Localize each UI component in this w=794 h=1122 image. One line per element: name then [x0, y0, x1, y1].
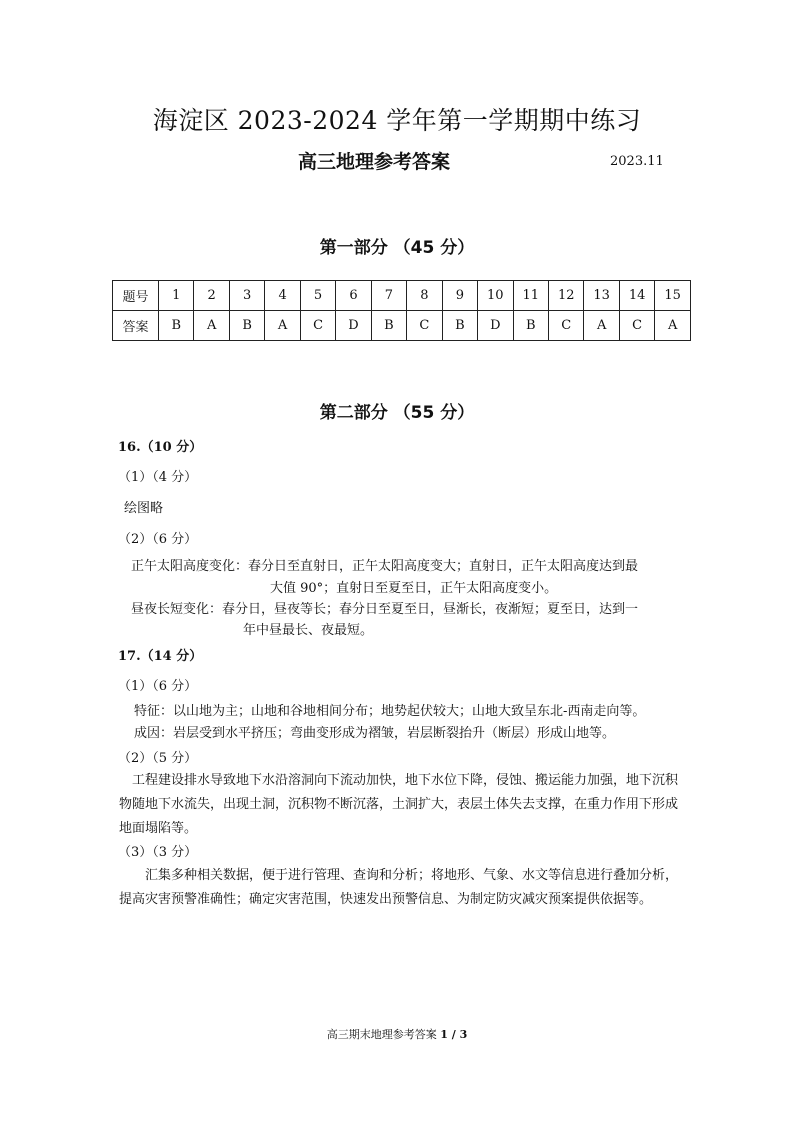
table-cell-answer: B	[513, 311, 548, 341]
part2-heading: 第二部分 （55 分）	[319, 403, 475, 423]
table-cell-answer: B	[159, 311, 194, 341]
table-cell-answer: D	[336, 311, 371, 341]
q17-part1-label: （1）（6 分）	[118, 679, 198, 694]
q16-part1-label: （1）（4 分）	[118, 470, 198, 485]
table-cell-number: 6	[336, 281, 371, 311]
q17-part3-label: （3）（3 分）	[118, 845, 198, 860]
row-label-number: 题号	[113, 281, 159, 311]
table-row-answers	[113, 311, 691, 341]
row-label-answer: 答案	[113, 311, 159, 341]
table-cell-number: 11	[513, 281, 548, 311]
table-row-numbers	[113, 281, 691, 311]
q17-part1-line: 特征：以山地为主；山地和谷地相间分布；地势起伏较大；山地大致呈东北-西南走向等。	[134, 704, 646, 719]
q16-heading: 16.（10 分）	[118, 440, 203, 455]
table-cell-number: 12	[548, 281, 583, 311]
table-cell-answer: C	[548, 311, 583, 341]
q16-part1-text: 绘图略	[124, 501, 164, 516]
table-cell-number: 5	[300, 281, 335, 311]
table-cell-answer: B	[371, 311, 406, 341]
part1-heading: 第一部分 （45 分）	[319, 238, 475, 258]
q17-part2-label: （2）（5 分）	[118, 751, 198, 766]
q16-part2-line: 大值 90°；直射日至夏至日，正午太阳高度变小。	[270, 581, 558, 596]
q17-heading: 17.（14 分）	[118, 649, 203, 664]
table-cell-number: 3	[229, 281, 264, 311]
q16-part2-line: 年中昼最长、夜最短。	[243, 623, 374, 638]
table-cell-number: 9	[442, 281, 477, 311]
document-title: 海淀区 2023-2024 学年第一学期期中练习	[152, 106, 642, 135]
table-cell-number: 10	[478, 281, 513, 311]
table-cell-number: 1	[159, 281, 194, 311]
table-cell-number: 7	[371, 281, 406, 311]
table-cell-answer: A	[584, 311, 619, 341]
page-footer	[0, 1026, 794, 1042]
q16-part2-label: （2）（6 分）	[118, 532, 198, 547]
document-date: 2023.11	[610, 154, 664, 169]
q17-part1-line: 成因：岩层受到水平挤压；弯曲变形成为褶皱，岩层断裂抬升（断层）形成山地等。	[134, 726, 616, 741]
table-cell-answer: C	[300, 311, 335, 341]
table-cell-number: 13	[584, 281, 619, 311]
table-cell-number: 14	[619, 281, 654, 311]
table-cell-number: 4	[265, 281, 300, 311]
footer-text: 高三期末地理参考答案	[326, 1028, 437, 1041]
table-cell-answer: A	[655, 311, 691, 341]
q16-part2-line: 昼夜长短变化：春分日，昼夜等长；春分日至夏至日，昼渐长，夜渐短；夏至日，达到一	[131, 602, 639, 617]
table-cell-answer: C	[619, 311, 654, 341]
table-cell-number: 8	[407, 281, 442, 311]
q16-part2-line: 正午太阳高度变化：春分日至直射日，正午太阳高度变大；直射日，正午太阳高度达到最	[131, 559, 639, 574]
document-subtitle: 高三地理参考答案	[298, 151, 451, 173]
table-cell-answer: B	[442, 311, 477, 341]
answer-table	[112, 280, 691, 341]
page-number: 1 / 3	[440, 1028, 468, 1041]
table-cell-answer: D	[478, 311, 513, 341]
table-cell-number: 15	[655, 281, 691, 311]
table-cell-number: 2	[194, 281, 229, 311]
table-cell-answer: A	[194, 311, 229, 341]
q17-part2-text: 工程建设排水导致地下水沿溶洞向下流动加快，地下水位下降，侵蚀、搬运能力加强，地下沉积物随地下水流失，出现土洞，沉积物不断沉落，土洞扩大，表层土体失去支撑，在重力作用下形成地面塌陷等。	[119, 773, 679, 836]
table-cell-answer: B	[229, 311, 264, 341]
table-cell-answer: A	[265, 311, 300, 341]
q17-part3-text: 汇集多种相关数据，便于进行管理、查询和分析；将地形、气象、水文等信息进行叠加分析，提高灾害预警准确性；确定灾害范围，快速发出预警信息、为制定防灾减灾预案提供依据等。	[119, 868, 679, 907]
table-cell-answer: C	[407, 311, 442, 341]
